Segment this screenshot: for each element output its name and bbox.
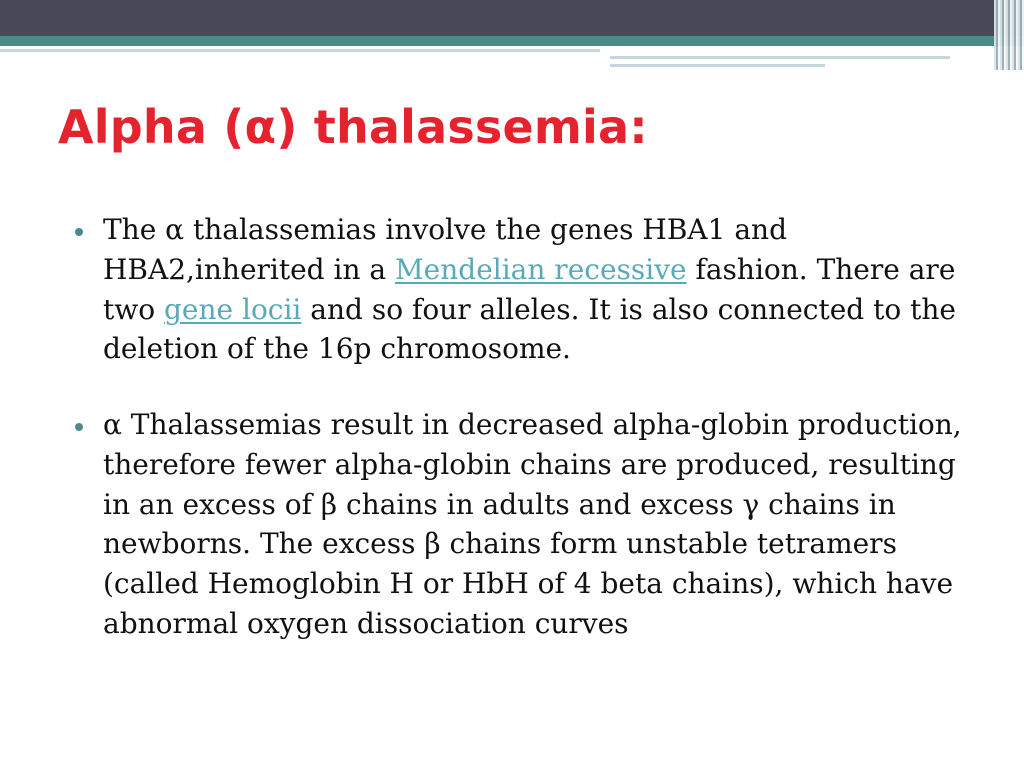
slide-title: Alpha (α) thalassemia: xyxy=(58,100,648,154)
decorative-vertical-stripes xyxy=(994,0,1024,70)
gene-locii-link[interactable]: gene locii xyxy=(163,292,302,326)
bullet-text-2: α Thalassemias result in decreased alpha-globin production, therefore fewer alpha-globin chains are produced, resulting in an excess of β chains in adults and excess γ chains in newborns. The excess β chains form unstable tetramers (called Hemoglobin H or HbH of 4 beta chains), which have abnormal oxygen dissociation curves xyxy=(103,408,962,640)
bullet-dot-icon xyxy=(75,228,83,236)
bullet-1-text-before-link: The α thalassemias involve the genes HBA1 and HBA2,inherited in a xyxy=(103,213,788,286)
decorative-rule-left xyxy=(0,49,600,52)
bullet-dot-icon xyxy=(75,423,83,431)
bullet-item-2 xyxy=(75,405,975,644)
bullet-1-text-after-link: and so four alleles. It is also connected to the deletion of the 16p chromosome. xyxy=(103,292,956,366)
bullet-text-1 xyxy=(103,210,963,369)
teal-decorative-band xyxy=(0,36,1024,46)
top-decorative-band xyxy=(0,0,1024,36)
bullet-item-1 xyxy=(75,210,975,369)
decorative-rule-right-lower xyxy=(610,64,825,67)
bullet-1-text-between-links: fashion. There are two xyxy=(103,252,956,326)
decorative-rule-right-upper xyxy=(610,56,950,59)
mendelian-recessive-link[interactable]: Mendelian recessive xyxy=(395,252,687,286)
slide-content xyxy=(75,210,975,644)
